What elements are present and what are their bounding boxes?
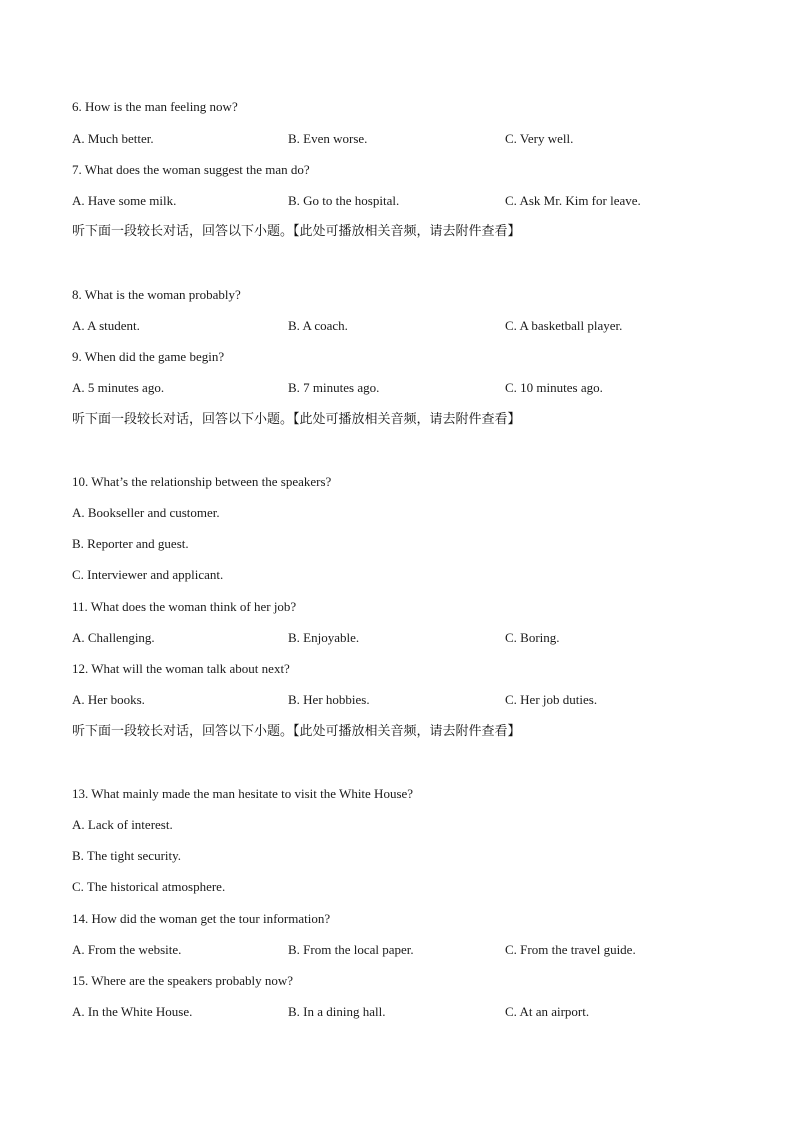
question-15-stem: 15. Where are the speakers probably now? — [72, 973, 294, 988]
question-13-stem: 13. What mainly made the man hesitate to visit the White House? — [72, 786, 414, 801]
question-7-stem: 7. What does the woman suggest the man do? — [72, 162, 310, 177]
question-13-option-c: C. The historical atmosphere. — [72, 879, 226, 894]
question-11-option-c: C. Boring. — [505, 630, 560, 645]
question-10-option-c: C. Interviewer and applicant. — [72, 567, 224, 582]
question-10-option-b: B. Reporter and guest. — [72, 536, 189, 551]
question-7-option-c: C. Ask Mr. Kim for leave. — [505, 193, 641, 208]
question-14-option-c: C. From the travel guide. — [505, 942, 636, 957]
question-9-option-b: B. 7 minutes ago. — [288, 380, 380, 395]
question-15-option-c: C. At an airport. — [505, 1004, 590, 1019]
question-7-option-a: A. Have some milk. — [72, 193, 177, 208]
question-9-option-a: A. 5 minutes ago. — [72, 380, 165, 395]
question-14-option-b: B. From the local paper. — [288, 942, 414, 957]
question-11-option-a: A. Challenging. — [72, 630, 155, 645]
question-15-option-a: A. In the White House. — [72, 1004, 193, 1019]
question-6-option-b: B. Even worse. — [288, 131, 368, 146]
question-13-option-b: B. The tight security. — [72, 848, 182, 863]
question-11-option-b: B. Enjoyable. — [288, 630, 360, 645]
question-12-stem: 12. What will the woman talk about next? — [72, 661, 290, 676]
question-8-option-c: C. A basketball player. — [505, 318, 623, 333]
question-10-option-a: A. Bookseller and customer. — [72, 505, 220, 520]
listening-instruction-1: 听下面一段较长对话，回答以下小题。【此处可播放相关音频，请去附件查看】 — [72, 224, 521, 239]
question-14-option-a: A. From the website. — [72, 942, 182, 957]
question-14-stem: 14. How did the woman get the tour information? — [72, 911, 331, 926]
question-6-stem: 6. How is the man feeling now? — [72, 99, 238, 114]
question-6-option-c: C. Very well. — [505, 131, 574, 146]
question-12-option-b: B. Her hobbies. — [288, 692, 370, 707]
listening-instruction-2: 听下面一段较长对话，回答以下小题。【此处可播放相关音频，请去附件查看】 — [72, 412, 521, 427]
question-7-option-b: B. Go to the hospital. — [288, 193, 400, 208]
question-15-option-b: B. In a dining hall. — [288, 1004, 386, 1019]
question-8-option-b: B. A coach. — [288, 318, 348, 333]
question-8-stem: 8. What is the woman probably? — [72, 287, 241, 302]
question-12-option-c: C. Her job duties. — [505, 692, 598, 707]
question-9-option-c: C. 10 minutes ago. — [505, 380, 603, 395]
question-9-stem: 9. When did the game begin? — [72, 349, 225, 364]
question-10-stem: 10. What’s the relationship between the speakers? — [72, 474, 332, 489]
question-13-option-a: A. Lack of interest. — [72, 817, 173, 832]
question-8-option-a: A. A student. — [72, 318, 140, 333]
question-12-option-a: A. Her books. — [72, 692, 145, 707]
listening-instruction-3: 听下面一段较长对话，回答以下小题。【此处可播放相关音频，请去附件查看】 — [72, 724, 521, 739]
question-6-option-a: A. Much better. — [72, 131, 154, 146]
question-11-stem: 11. What does the woman think of her job? — [72, 599, 297, 614]
